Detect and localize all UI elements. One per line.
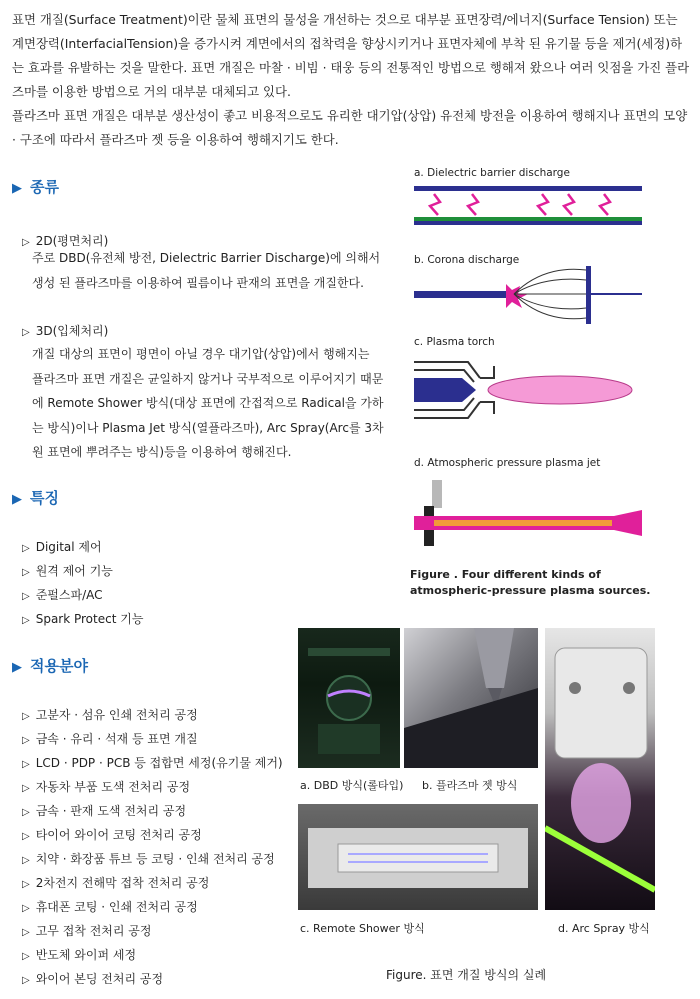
photo-remote-shower-illustration	[298, 804, 538, 910]
triangle-bullet-icon: ▶	[12, 660, 22, 675]
photo-remote-shower	[298, 804, 538, 910]
dbd-diagram	[410, 180, 646, 230]
hollow-triangle-icon: ▷	[22, 879, 30, 890]
jet-gas-inlet	[432, 480, 442, 508]
torch-nozzle-top	[480, 366, 494, 378]
jet-plasma-plume	[614, 510, 642, 536]
roll-base	[318, 724, 380, 754]
hollow-triangle-icon: ▷	[22, 759, 30, 770]
list-item: ▷ 휴대폰 코팅 · 인쇄 전처리 공정	[22, 895, 283, 919]
photo-dbd-roll	[298, 628, 400, 768]
corona-field-line	[514, 294, 586, 309]
hollow-triangle-icon: ▷	[22, 615, 30, 626]
list-item: ▷ LCD · PDP · PCB 등 접합면 세정(유기물 제거)	[22, 751, 283, 775]
hollow-triangle-icon: ▷	[22, 927, 30, 938]
hollow-triangle-icon: ▷	[22, 735, 30, 746]
corona-diagram	[410, 266, 646, 328]
photo-plasma-jet-illustration	[404, 628, 538, 768]
plasma-jet-diagram	[410, 478, 646, 550]
roll-drum	[327, 676, 371, 720]
features-list	[22, 535, 143, 631]
photo-label-c: c. Remote Shower 방식	[300, 922, 425, 935]
torch-nozzle-bottom	[480, 402, 494, 414]
intro-paragraph-2: 플라즈마 표면 개질은 대부분 생산성이 좋고 비용적으로도 유리한 대기압(상압) 유전체 방전을 이용하여 행해지나 표면의 모양 · 구조에 따라서 플라즈마 젯 등을 이용하여 행해지기도 한다.	[12, 108, 688, 147]
photo-plasma-jet	[404, 628, 538, 768]
corona-field-line	[514, 294, 586, 319]
triangle-bullet-icon: ▶	[12, 181, 22, 196]
screw-icon	[623, 682, 635, 694]
discharge-zigzag-icon	[564, 194, 574, 215]
hollow-triangle-icon: ▷	[22, 831, 30, 842]
list-item: ▷ 고무 접착 전처리 공정	[22, 919, 283, 943]
diagram-label-c: c. Plasma torch	[414, 336, 495, 348]
hollow-triangle-icon: ▷	[22, 327, 30, 338]
photo-arc-spray-illustration	[545, 628, 655, 910]
types-item-2d-title: ▷ 2D(평면처리)	[22, 234, 109, 248]
hollow-triangle-icon: ▷	[22, 951, 30, 962]
photo-label-d: d. Arc Spray 방식	[558, 922, 650, 935]
discharge-zigzag-icon	[468, 194, 478, 215]
roll-frame	[308, 648, 390, 656]
diagram-caption: Figure . Four different kinds of atmospheric-pressure plasma sources.	[410, 568, 651, 597]
photo-label-a: a. DBD 방식(롤타입)	[300, 779, 404, 792]
dbd-top-electrode	[414, 186, 642, 191]
jet-nozzle-body	[474, 628, 514, 688]
jet-inner-electrode	[434, 520, 612, 526]
list-item: ▷ 고분자 · 섬유 인쇄 전처리 공정	[22, 703, 283, 727]
photo-arc-spray	[545, 628, 655, 910]
hollow-triangle-icon: ▷	[22, 237, 30, 248]
hollow-triangle-icon: ▷	[22, 975, 30, 986]
list-item: ▷ 와이어 본딩 전처리 공정	[22, 967, 283, 991]
section-features-heading: ▶ 특징	[12, 489, 59, 507]
corona-electrode	[414, 291, 514, 298]
dbd-bottom-electrode	[414, 221, 642, 225]
list-item: ▷ 원격 제어 기능	[22, 559, 143, 583]
arc-spray-plasma	[571, 763, 631, 843]
triangle-bullet-icon: ▶	[12, 492, 22, 507]
diagram-label-a: a. Dielectric barrier discharge	[414, 167, 570, 179]
list-item: ▷ 반도체 와이퍼 세정	[22, 943, 283, 967]
list-item: ▷ 준펄스파/AC	[22, 583, 143, 607]
discharge-zigzag-icon	[430, 194, 440, 215]
shower-slot-area	[338, 844, 498, 872]
hollow-triangle-icon: ▷	[22, 711, 30, 722]
hollow-triangle-icon: ▷	[22, 783, 30, 794]
section-applications-heading: ▶ 적용분야	[12, 657, 88, 675]
diagram-label-b: b. Corona discharge	[414, 254, 520, 266]
diagram-label-d: d. Atmospheric pressure plasma jet	[414, 457, 601, 469]
list-item: ▷ 금속 · 판재 도색 전처리 공정	[22, 799, 283, 823]
types-item-2d-body: 주로 DBD(유전체 방전, Dielectric Barrier Discharge)에 의해서 생성 된 플라즈마를 이용하여 필름이나 판재의 표면을 개질한다.	[32, 251, 381, 290]
screw-icon	[569, 682, 581, 694]
torch-plasma-plume	[488, 376, 632, 404]
list-item: ▷ Digital 제어	[22, 535, 143, 559]
list-item: ▷ Spark Protect 기능	[22, 607, 143, 631]
list-item: ▷ 타이어 와이어 코팅 전처리 공정	[22, 823, 283, 847]
types-item-3d-title: ▷ 3D(입체처리)	[22, 324, 109, 338]
photo-label-b: b. 플라즈마 젯 방식	[422, 779, 518, 792]
hollow-triangle-icon: ▷	[22, 591, 30, 602]
corona-field-line	[514, 279, 586, 294]
types-item-3d-body: 개질 대상의 표면이 평면이 아닐 경우 대기압(상압)에서 행해지는 플라즈마 표면 개질은 균일하지 않거나 국부적으로 이루어지기 때문에 Remote Shower 방식(대상 표면에 간접적으로 Radical을 가하는 방식)이나 Plasma Jet 방식(열플라즈마), Arc Spray(Arc를 3차원 표면에 뿌려주는 방식)등을 이용하여 행해진다.	[32, 347, 384, 459]
plasma-torch-diagram	[410, 350, 646, 430]
list-item: ▷ 2차전지 전해막 접착 전처리 공정	[22, 871, 283, 895]
hollow-triangle-icon: ▷	[22, 903, 30, 914]
intro-paragraph-1: 표면 개질(Surface Treatment)이란 물체 표면의 물성을 개선하는 것으로 대부분 표면장력/에너지(Surface Tension) 또는 계면장력(InterfacialTension)을 증가시켜 계면에서의 접착력을 향상시키거나 표면자체에 부착 된 유기물 등을 제거(세정)하는 효과를 유발하는 것을 말한다. 표면 개질은 마찰 · 비빔 · 태웅 등의 전통적인 방법으로 행해져 왔으나 여러 잇점을 가진 플라즈마를 이용한 방법으로 거의 대부분 대체되고 있다.	[12, 12, 690, 99]
discharge-zigzag-icon	[600, 194, 610, 215]
arc-spray-head	[555, 648, 647, 758]
hollow-triangle-icon: ▷	[22, 807, 30, 818]
hollow-triangle-icon: ▷	[22, 567, 30, 578]
torch-cathode	[414, 378, 476, 402]
list-item: ▷ 금속 · 유리 · 석재 등 표면 개질	[22, 727, 283, 751]
section-types-heading: ▶ 종류	[12, 178, 59, 196]
list-item: ▷ 자동차 부품 도색 전처리 공정	[22, 775, 283, 799]
hollow-triangle-icon: ▷	[22, 855, 30, 866]
photo-dbd-roll-illustration	[298, 628, 400, 768]
discharge-zigzag-icon	[538, 194, 548, 215]
corona-ground-plate	[586, 266, 591, 324]
hollow-triangle-icon: ▷	[22, 543, 30, 554]
jet-workpiece	[404, 688, 538, 768]
dbd-dielectric	[414, 217, 642, 221]
list-item: ▷ 치약 · 화장품 튜브 등 코팅 · 인쇄 전처리 공정	[22, 847, 283, 871]
applications-list	[22, 703, 283, 991]
intro-text	[12, 8, 690, 152]
corona-field-line	[514, 269, 586, 294]
photos-caption: Figure. 표면 개질 방식의 실례	[386, 968, 547, 982]
